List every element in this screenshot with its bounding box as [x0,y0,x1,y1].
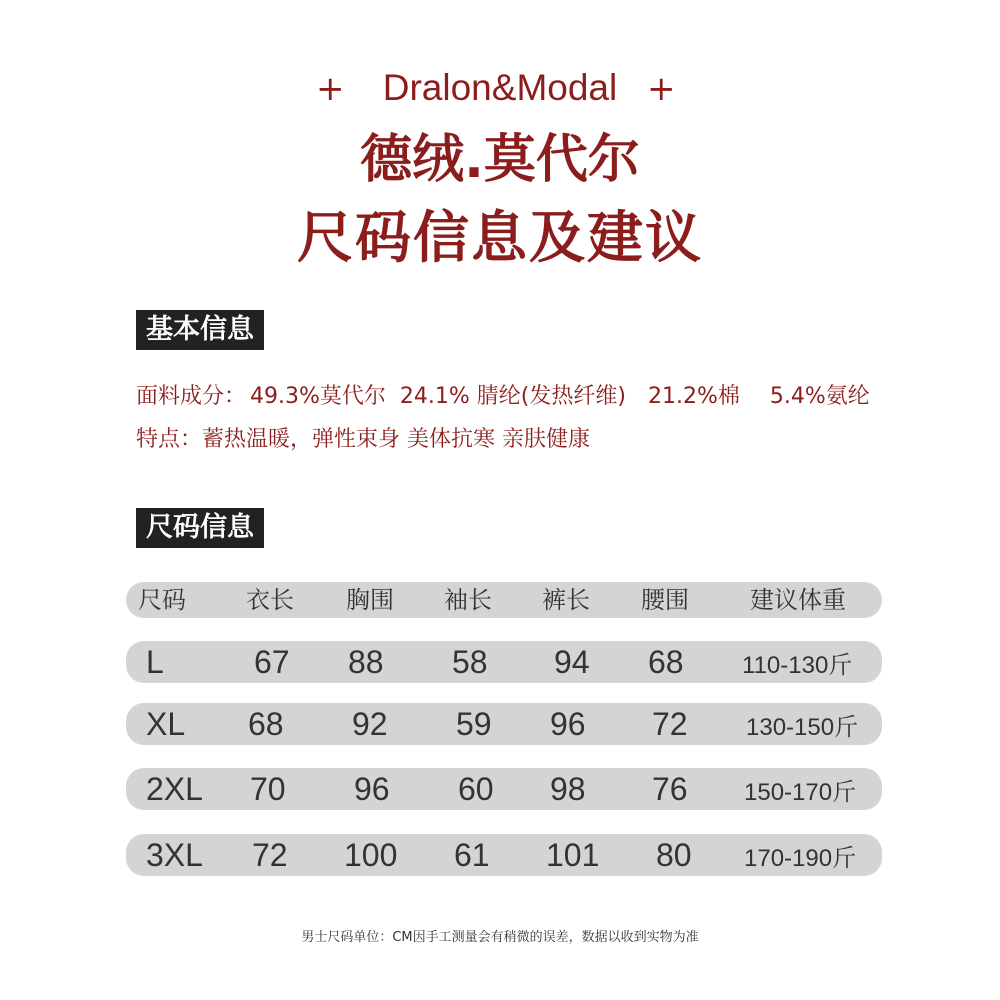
table-cell: 67 [254,644,290,680]
table-cell: 130-150斤 [746,714,859,741]
column-header: 胸围 [346,586,394,614]
table-row [126,641,882,683]
table-cell: 60 [458,771,494,807]
plus-right-icon: + [647,69,676,109]
table-cell: 80 [656,837,692,873]
table-cell: 72 [652,706,688,742]
fabric-item: 24.1% 腈纶(发热纤维) [399,384,626,409]
features-text: 特点：蓄热温暖，弹性束身 美体抗寒 亲肤健康 [136,427,590,452]
column-header: 腰围 [641,586,689,614]
basic-info-heading: 基本信息 [136,310,264,350]
footer-note: 男士尺码单位：CM因手工测量会有稍微的误差，数据以收到实物为准 [301,930,699,945]
table-cell: 68 [648,644,684,680]
table-cell: 70 [250,771,286,807]
table-cell: 61 [454,837,490,873]
size-table-header [126,582,882,618]
fabric-item: 49.3%莫代尔 [250,384,386,409]
product-title: 德绒.莫代尔 [360,130,640,190]
table-cell: 2XL [146,771,203,807]
table-cell: 100 [344,837,398,873]
table-cell: 58 [452,644,488,680]
page-title: 尺码信息及建议 [297,206,703,271]
table-row [126,703,882,745]
table-cell: L [146,644,164,680]
table-cell: 110-130斤 [742,652,853,679]
table-row [126,834,882,876]
fabric-item: 5.4%氨纶 [769,384,870,409]
table-cell: 94 [554,644,590,680]
table-cell: XL [146,706,186,742]
table-row [126,768,882,810]
table-cell: 150-170斤 [744,779,857,806]
column-header: 衣长 [246,586,294,614]
table-cell: 96 [550,706,586,742]
column-header: 建议体重 [750,586,846,614]
fabric-item: 21.2%棉 [647,384,740,409]
size-info-heading: 尺码信息 [136,508,264,548]
table-cell: 76 [652,771,688,807]
column-header: 袖长 [444,586,492,614]
table-cell: 101 [546,837,600,873]
table-cell: 88 [348,644,384,680]
table-cell: 72 [252,837,288,873]
table-cell: 98 [550,771,586,807]
column-header: 尺码 [138,586,186,614]
table-cell: 170-190斤 [744,845,857,872]
plus-left-icon: + [316,69,345,109]
table-cell: 68 [248,706,284,742]
fabric-label: 面料成分： [136,384,247,409]
table-cell: 96 [354,771,390,807]
fabric-composition [136,382,870,412]
table-cell: 3XL [146,837,203,873]
table-cell: 92 [352,706,388,742]
column-header: 裤长 [542,586,590,614]
table-cell: 59 [456,706,492,742]
brand-name: Dralon&Modal [382,67,618,108]
